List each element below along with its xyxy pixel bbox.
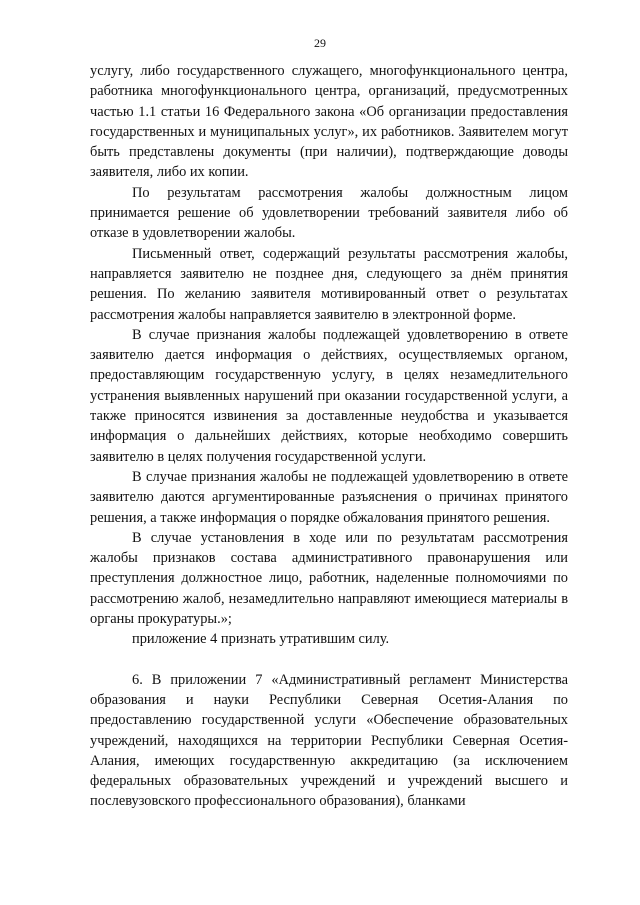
paragraph-appendix-7: 6. В приложении 7 «Административный регламент Министерства образования и науки Республики Северная Осетия-Алания по предоставлению государственной услуги «Обеспечение образовательных учреждений, находящихся на территории Республики Северная Осетия-Алания, имеющих государственную аккредитацию (за исключением федеральных образовательных учреждений и учреждений высшего и послевузовского профессионального образования), бланками: [90, 671, 568, 810]
paragraph-complaint-rejected: В случае признания жалобы не подлежащей удовлетворению в ответе заявителю даются аргументированные разъяснения о причинах принятого решения, а также информация о порядке обжалования принятого решения.: [90, 468, 568, 526]
paragraph-written-answer: Письменный ответ, содержащий результаты рассмотрения жалобы, направляется заявителю не позднее дня, следующего за днём принятия решения. По желанию заявителя мотивированный ответ о результатах рассмотрения жалобы направляется заявителю в электронной форме.: [90, 245, 568, 323]
page-number: 29: [314, 36, 326, 50]
paragraph-violation-found: В случае установления в ходе или по результатам рассмотрения жалобы признаков состава административного правонарушения или преступления должностное лицо, работник, наделенные полномочиями по рассмотрению жалоб, незамедлительно направляют имеющиеся материалы в органы прокуратуры.»;: [90, 529, 568, 628]
paragraph-continuation: услугу, либо государственного служащего, многофункционального центра, работника многофункционального центра, организаций, предусмотренных частью 1.1 статьи 16 Федерального закона «Об организации предоставления государственных и муниципальных услуг», их работников. Заявителем могут быть представлены документы (при наличии), подтверждающие доводы заявителя, либо их копии.: [90, 63, 568, 181]
document-body: [90, 61, 568, 812]
paragraph-complaint-satisfied: В случае признания жалобы подлежащей удовлетворению в ответе заявителю дается информация о действиях, осуществляемых органом, предоставляющим государственную услугу, в целях незамедлительного устранения выявленных нарушений при оказании государственной услуги, а также приносятся извинения за доставленные неудобства и указывается информация о дальнейших действиях, которые необходимо совершить заявителю в целях получения государственной услуги.: [90, 326, 568, 465]
paragraph-appendix-4: приложение 4 признать утратившим силу.: [132, 631, 390, 648]
paragraph-decision: По результатам рассмотрения жалобы должностным лицом принимается решение об удовлетворении требований заявителя либо об отказе в удовлетворении жалобы.: [90, 184, 568, 242]
